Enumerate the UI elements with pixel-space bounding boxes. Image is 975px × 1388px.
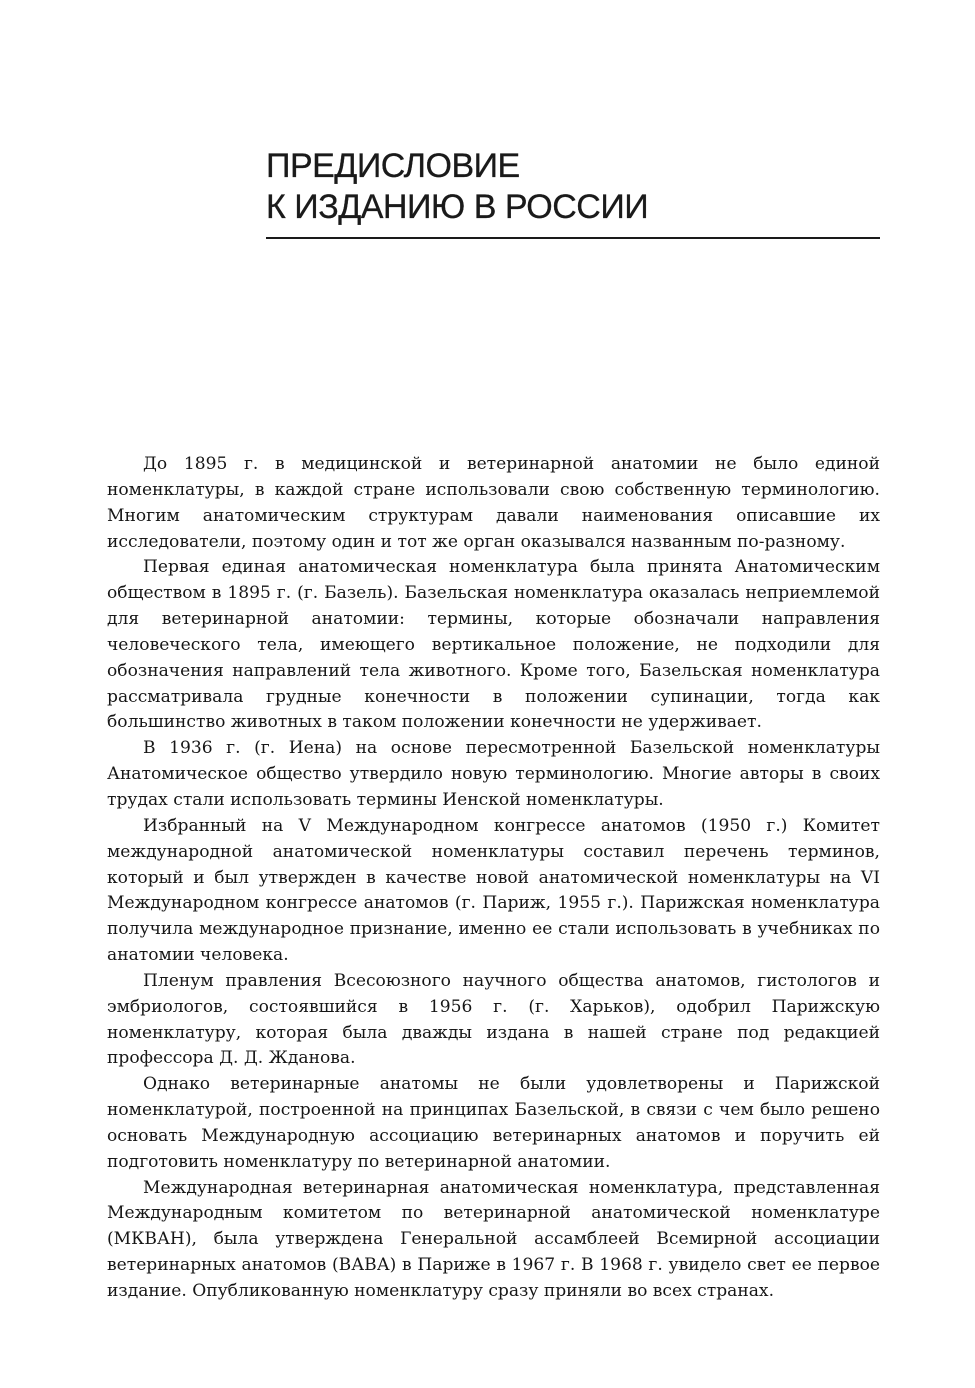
page-title-line-1: ПРЕДИСЛОВИЕ [266,147,520,185]
page-title [266,146,880,228]
paragraph: Первая единая анатомическая номенклатура была принята Анатомическим обществом в 1895 г. (г. Базель). Базельская номенклатура оказалась неприемлемой для ветеринарной анатомии: термины, которые обозначали направления человеческого тела, имеющего вертикальное положение, не подходили для обозначения направлений тела животного. Кроме того, Базельская номенклатура рассматривала грудные конечности в положении супинации, тогда как большинство животных в таком положении конечности не удерживает. [107,557,880,733]
paragraph: Международная ветеринарная анатомическая номенклатура, представленная Международным комитетом по ветеринарной анатомической номенклатуре (МКВАН), была утверждена Генеральной ассамблеей Всемирной ассоциации ветеринарных анатомов (ВАВА) в Париже в 1967 г. В 1968 г. увидело свет ее первое издание. Опубликованную номенклатуру сразу приняли во всех странах. [107,1177,880,1301]
paragraph: В 1936 г. (г. Иена) на основе пересмотренной Базельской номенклатуры Анатомическое общество утвердило новую терминологию. Многие авторы в своих трудах стали использовать термины Иенской номенклатуры. [107,738,880,810]
page-title-line-2: К ИЗДАНИЮ В РОССИИ [266,188,649,226]
paragraph: Пленум правления Всесоюзного научного общества анатомов, гистологов и эмбриологов, состоявшийся в 1956 г. (г. Харьков), одобрил Парижскую номенклатуру, которая была дважды издана в нашей стране под редакцией профессора Д. Д. Жданова. [107,970,880,1069]
preface-body [107,452,880,1305]
paragraph: До 1895 г. в медицинской и ветеринарной анатомии не было единой номенклатуры, в каждой стране использовали свою собственную терминологию. Многим анатомическим структурам давали наименования описавшие их исследователи, поэтому один и тот же орган оказывался названным по-разному. [107,454,880,552]
paragraph: Однако ветеринарные анатомы не были удовлетворены и Парижской номенклатурой, построенной на принципах Базельской, в связи с чем было решено основать Международную ассоциацию ветеринарных анатомов и поручить ей подготовить номенклатуру по ветеринарной анатомии. [107,1074,880,1172]
paragraph: Избранный на V Международном конгрессе анатомов (1950 г.) Комитет международной анатомической номенклатуры составил перечень терминов, который и был утвержден в качестве новой анатомической номенклатуры на VI Международном конгрессе анатомов (г. Париж, 1955 г.). Парижская номенклатура получила международное признание, именно ее стали использовать в учебниках по анатомии человека. [107,815,880,966]
title-divider [266,237,880,239]
